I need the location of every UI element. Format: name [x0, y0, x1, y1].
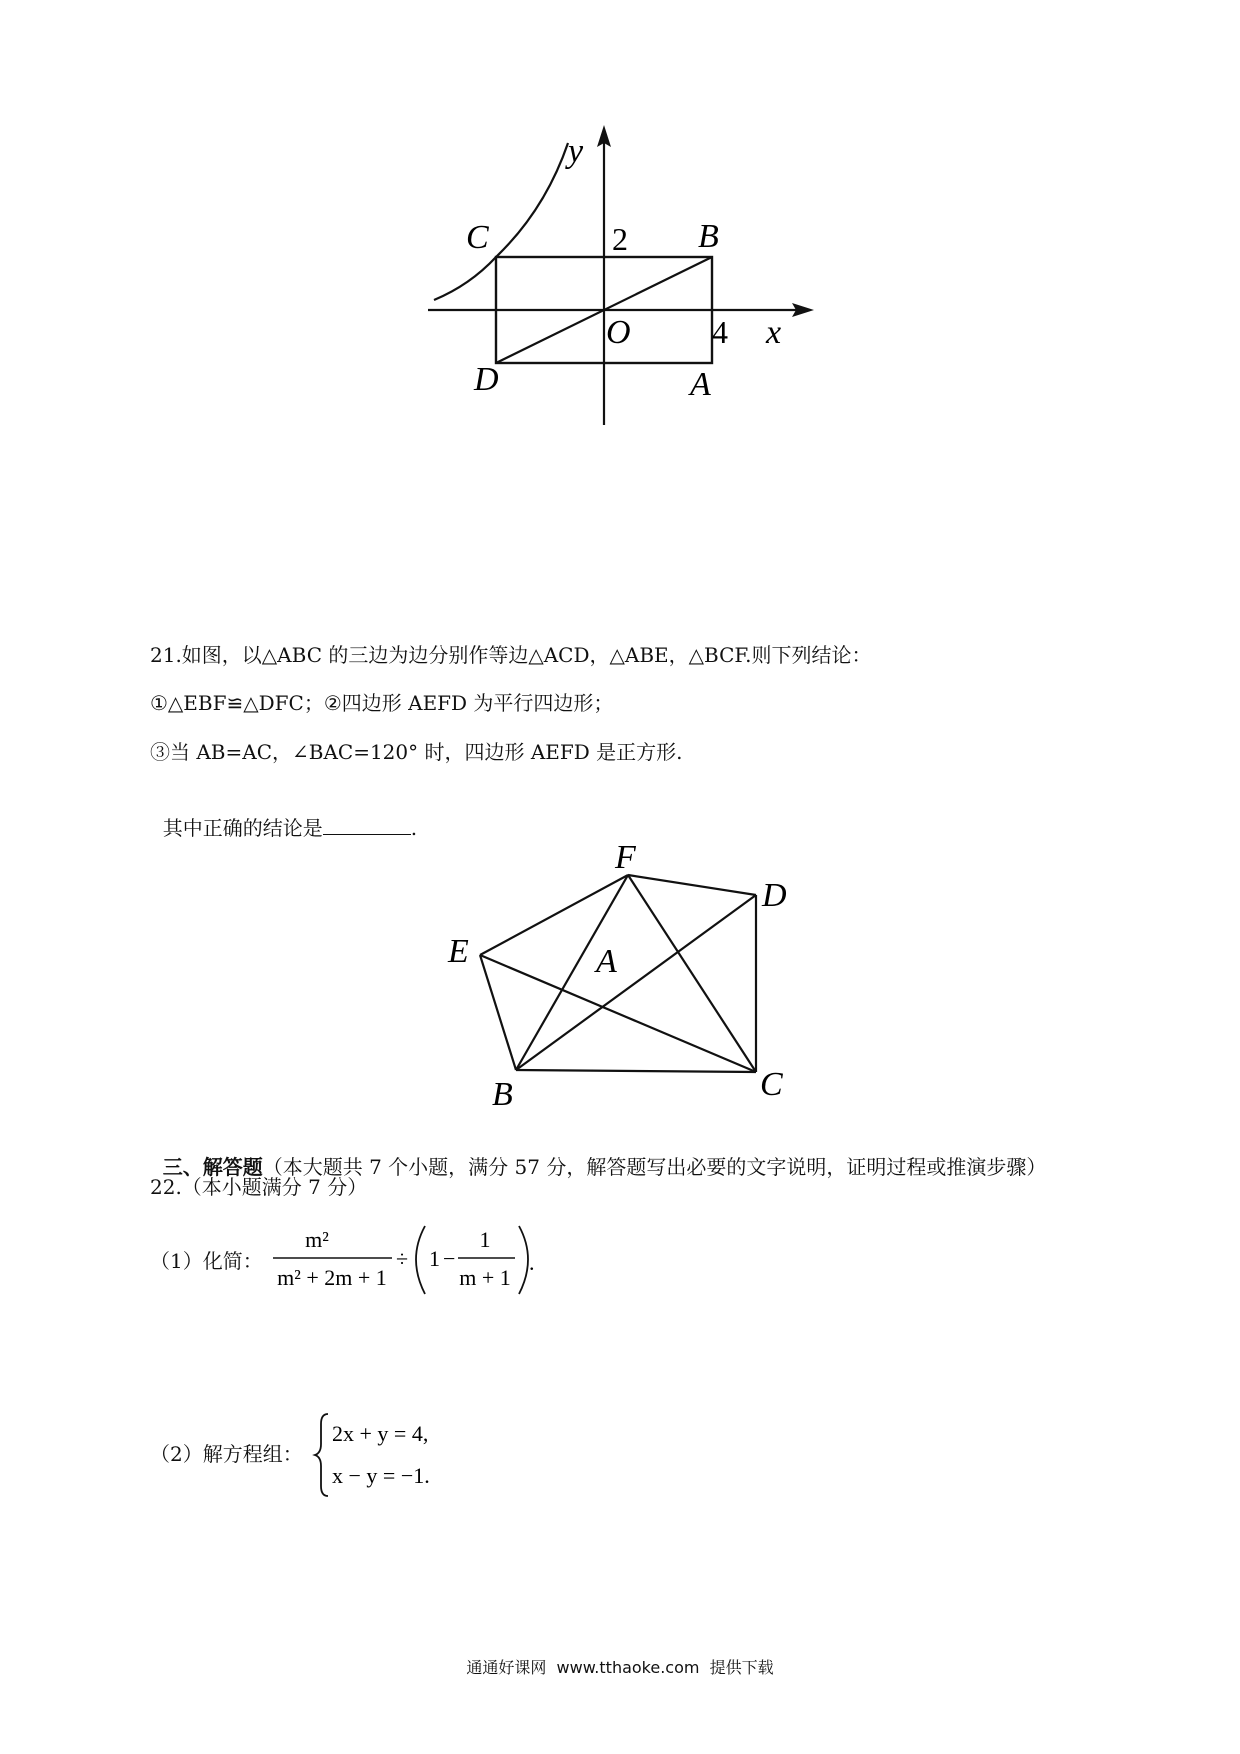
q21-line1: 21.如图，以△ABC 的三边为边分别作等边△ACD，△ABE，△BCF.则下列结论：	[150, 643, 872, 667]
section-description: （本大题共 7 个小题，满分 57 分，解答题写出必要的文字说明，证明过程或推演步骤）	[262, 1155, 1047, 1179]
fraction-denominator: m² + 2m + 1	[277, 1265, 387, 1290]
figure-equilateral-triangles	[440, 840, 810, 1110]
minus-sign: −	[443, 1246, 456, 1271]
edge-bc	[516, 1070, 756, 1072]
equation-2: x − y = −1.	[332, 1463, 430, 1488]
figure-coordinate-rectangle	[420, 125, 820, 430]
label-b: B	[698, 218, 719, 255]
left-paren	[416, 1226, 425, 1294]
q21-prompt: 其中正确的结论是	[162, 816, 323, 840]
label-c: C	[466, 219, 489, 256]
right-paren	[519, 1226, 528, 1294]
edge-bd	[516, 895, 756, 1070]
label-x: x	[766, 314, 782, 351]
label-f: F	[615, 840, 636, 876]
q22-part2-system	[312, 1410, 462, 1500]
equation-1: 2x + y = 4,	[332, 1421, 429, 1446]
q22-part1-expression	[265, 1220, 555, 1300]
q22-header: 22.（本小题满分 7 分）	[150, 1175, 368, 1199]
q22-part2-label: （2）解方程组：	[150, 1442, 303, 1466]
inner-numerator: 1	[479, 1227, 491, 1252]
label-two: 2	[612, 221, 628, 257]
system-brace	[315, 1414, 328, 1496]
period: .	[529, 1250, 535, 1275]
answer-blank	[323, 816, 411, 835]
section-title: 三、解答题	[162, 1155, 263, 1179]
label-a: A	[690, 366, 711, 403]
q21-line4	[150, 786, 417, 842]
hyperbola-curve	[434, 143, 568, 300]
label-d2: D	[762, 877, 787, 914]
q21-line2: ①△EBF≌△DFC；②四边形 AEFD 为平行四边形；	[150, 691, 614, 715]
edge-fd	[628, 875, 756, 895]
label-o: O	[606, 314, 631, 351]
fraction-numerator: m²	[305, 1227, 329, 1252]
edge-ec	[480, 955, 756, 1072]
label-b2: B	[492, 1076, 513, 1110]
divide-sign: ÷	[396, 1246, 409, 1271]
label-a2: A	[596, 943, 617, 980]
label-y: y	[568, 133, 584, 170]
footer-text: 通通好课网 www.tthaoke.com 提供下载	[466, 1658, 774, 1677]
q21-line3: ③当 AB=AC，∠BAC=120° 时，四边形 AEFD 是正方形.	[150, 740, 683, 764]
edge-eb	[480, 955, 516, 1070]
label-c2: C	[760, 1066, 783, 1103]
q21-period: .	[410, 816, 418, 840]
q22-part1-label: （1）化简：	[150, 1249, 263, 1273]
label-d: D	[474, 361, 499, 398]
label-e: E	[448, 933, 469, 970]
label-four: 4	[712, 314, 728, 350]
inner-denominator: m + 1	[459, 1265, 511, 1290]
one-term: 1	[429, 1246, 440, 1271]
